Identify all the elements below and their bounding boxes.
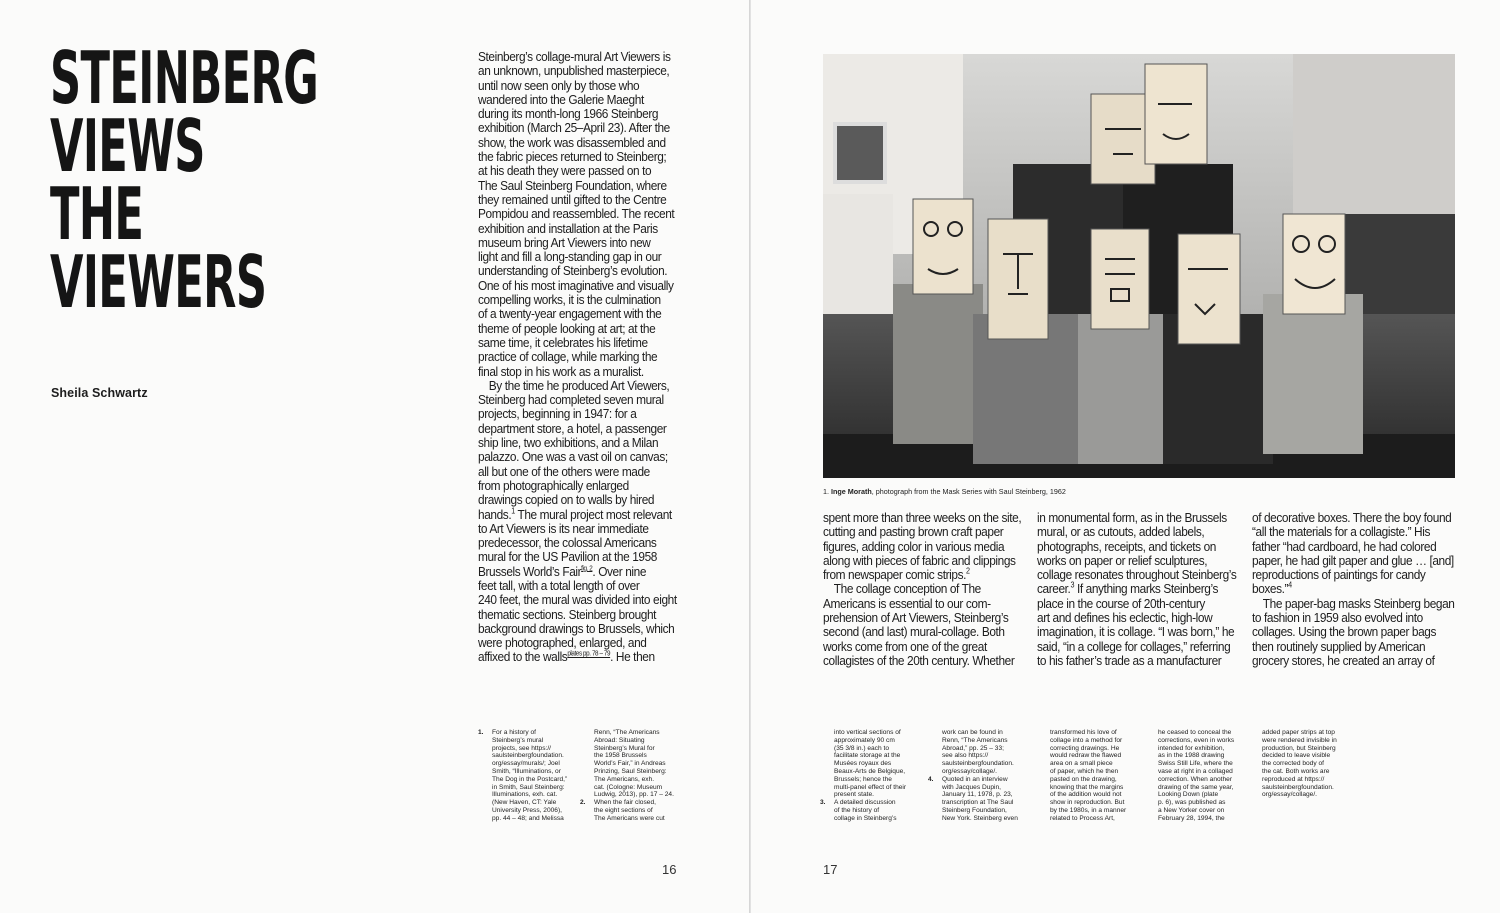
title-line: VIEWERS [50, 240, 267, 324]
text-run: When the fair closed, [594, 799, 656, 807]
text-line: projects, beginning in 1947: for a [478, 406, 637, 422]
body-column-1 [478, 50, 677, 665]
text-line: light and fill a long-standing gap in our [478, 249, 662, 265]
text-line: The paper-bag masks Steinberg began [1262, 595, 1455, 611]
footnote-line: collage into a method for [1050, 736, 1123, 744]
footnote-line: intended for exhibition, [1158, 744, 1225, 752]
footnote-line: of the addition would not [1050, 791, 1122, 799]
footnote-ref-2[interactable]: 2 [966, 566, 970, 576]
text-line [478, 650, 677, 664]
footnote-line: Ludwig, 2013), pp. 17 – 24. [594, 791, 674, 799]
text-run: career. [1037, 581, 1071, 597]
text-run: hands. [478, 506, 512, 522]
footnotes-right-a [820, 729, 906, 823]
text-run: Brussels World’s Fair [478, 563, 582, 579]
text-line: The collage conception of The [833, 581, 981, 597]
footnote-line: decided to leave visible [1262, 752, 1331, 760]
body-column-2 [823, 511, 1021, 668]
footnotes-right-e [1262, 729, 1337, 799]
text-line [823, 568, 1021, 582]
text-line: at his death they were passed on to [478, 163, 652, 179]
footnotes-left-a [478, 729, 567, 823]
footnote-line: collage in Steinberg’s [834, 814, 897, 822]
footnote-line: Steinberg’s mural [492, 736, 544, 744]
text-line: compelling works, it is the culmination [478, 292, 661, 308]
text-line: Americans is essential to our com- [823, 595, 991, 611]
footnote-line: (New Haven, CT: Yale [492, 799, 557, 807]
footnote-line: approximately 90 cm [834, 736, 895, 744]
footnotes-right-b [928, 729, 1018, 823]
footnote-line: January 11, 1978, p. 23, [942, 791, 1013, 799]
footnote-line: see also https:// [942, 752, 989, 760]
footnote-line: Swiss Still Life, where the [1158, 760, 1233, 768]
footnote-line [478, 729, 567, 737]
text-line: prehension of Art Viewers, Steinberg’s [823, 610, 1009, 626]
footnote-line: transformed his love of [1050, 729, 1117, 736]
text-line: along with pieces of fabric and clippings [823, 552, 1016, 568]
text-line: collagistes of the 20th century. Whether [823, 652, 1015, 668]
text-line: then routinely supplied by American [1252, 638, 1426, 654]
text-line: until now seen only by those who [478, 77, 640, 93]
page-number-left: 16 [662, 862, 677, 877]
text-line: were photographed, enlarged, and [478, 635, 647, 651]
text-run: boxes.” [1252, 581, 1289, 597]
photo-caption [823, 487, 1066, 496]
footnote-line: would redraw the flawed [1050, 752, 1122, 760]
footnote-line: into vertical sections of [834, 729, 901, 736]
text-line: to his father’s trade as a manufacturer [1037, 652, 1222, 668]
text-line: figures, adding color in various media [823, 538, 1005, 554]
text-line: mural, or as cutouts, added labels, [1037, 524, 1205, 540]
footnote-line: The Americans, exh. [594, 775, 655, 783]
text-line: paper, he had gilt paper and glue … [and] [1252, 552, 1454, 568]
footnote-line: p. 6), was published as [1158, 799, 1226, 807]
text-line: place in the course of 20th-century [1037, 595, 1205, 611]
caption-number: 1. [823, 487, 829, 496]
footnote-line: transcription at The Saul [942, 799, 1014, 807]
footnote-line: in Smith, Saul Steinberg: [492, 783, 565, 791]
footnote-line: org/essay/collage/. [1262, 791, 1317, 799]
footnote-number: 2. [580, 799, 586, 807]
text-line: from photographically enlarged [478, 477, 629, 493]
footnote-line: he ceased to conceal the [1158, 729, 1232, 736]
text-line: spent more than three weeks on the site, [823, 510, 1022, 525]
footnote-line: org/essay/murals/; Joel [492, 760, 560, 768]
footnote-line: Beaux-Arts de Belgique, [834, 767, 906, 775]
footnote-line [928, 776, 1018, 784]
text-line [1252, 582, 1454, 596]
text-line: The Saul Steinberg Foundation, where [478, 177, 667, 193]
body-column-3 [1037, 511, 1236, 668]
text-run: For a history of [492, 729, 536, 736]
text-line: predecessor, the colossal Americans [478, 535, 657, 551]
text-run: . He then [610, 649, 655, 665]
footnotes-left-b [580, 729, 674, 823]
text-line: palazzo. One was a vast oil on canvas; [478, 449, 668, 465]
text-line [478, 508, 677, 522]
text-line: second (and last) mural-collage. Both [823, 624, 1005, 640]
text-run: affixed to the walls [478, 649, 568, 665]
text-line: One of his most imaginative and visually [478, 277, 674, 293]
footnote-line: saulsteinbergfoundation. [1262, 783, 1334, 791]
footnote-line: Steinberg’s Mural for [594, 744, 655, 752]
text-run: Steinberg’s collage-mural Art Viewers is [478, 49, 671, 64]
footnote-line: by the 1980s, in a manner [1050, 806, 1127, 814]
text-line: exhibition and installation at the Paris [478, 220, 658, 236]
footnote-line: of paper, which he then [1050, 767, 1119, 775]
text-line [478, 565, 677, 579]
footnote-line: of the history of [834, 806, 880, 814]
text-line: museum bring Art Viewers into new [478, 234, 651, 250]
text-line: all but one of the others were made [478, 463, 650, 479]
text-line: cutting and pasting brown craft paper [823, 524, 1004, 540]
mask-series-photograph [823, 54, 1455, 478]
text-line: reproductions of paintings for candy [1252, 567, 1426, 583]
text-line: father “had cardboard, he had colored [1252, 538, 1437, 554]
text-line: to fashion in 1959 also evolved into [1252, 610, 1423, 626]
footnote-line: Prinzing, Saul Steinberg: [594, 767, 667, 775]
footnote-number: 4. [928, 775, 934, 783]
text-line: the fabric pieces returned to Steinberg; [478, 149, 667, 165]
footnote-line: a New Yorker cover on [1158, 806, 1225, 814]
footnote-number: 3. [820, 799, 826, 807]
text-line: they remained until gifted to the Centre [478, 191, 667, 207]
footnote-line: Smith, “Illuminations, or [492, 767, 561, 775]
text-line: collage resonates throughout Steinberg’s [1037, 567, 1237, 583]
text-line: mural for the US Pavilion at the 1958 [478, 549, 657, 565]
footnote-line: University Press, 2006), [492, 806, 562, 814]
text-line: 240 feet, the mural was divided into eight [478, 592, 677, 608]
text-line: of decorative boxes. There the boy found [1252, 510, 1452, 525]
text-line: art and defines his eclectic, high-low [1037, 610, 1213, 626]
footnote-line: area on a small piece [1050, 760, 1113, 768]
footnote-line: reproduced at https:// [1262, 775, 1325, 783]
caption-text: , photograph from the Mask Series with Saul Steinberg, 1962 [871, 487, 1066, 496]
text-line [1037, 582, 1236, 596]
footnote-line: Musées royaux des [834, 760, 892, 768]
footnote-line: org/essay/collage/. [942, 767, 997, 775]
footnotes-right-c [1050, 729, 1126, 823]
text-line [478, 50, 677, 64]
text-line: practice of collage, while marking the [478, 349, 658, 365]
footnote-line: corrections, even in works [1158, 736, 1235, 744]
footnote-line: work can be found in [942, 729, 1003, 736]
caption-credit: Inge Morath [831, 487, 872, 496]
text-line: understanding of Steinberg’s evolution. [478, 263, 668, 279]
footnote-line: related to Process Art, [1050, 814, 1115, 822]
footnote-line: production, but Steinberg [1262, 744, 1336, 752]
text-line: exhibition (March 25–April 23). After the [478, 120, 670, 136]
footnote-line: facilitate storage at the [834, 752, 901, 760]
footnote-line: pasted on the drawing, [1050, 775, 1117, 783]
footnote-ref-4[interactable]: 4 [1288, 581, 1292, 591]
text-line: final stop in his work as a muralist. [478, 363, 644, 379]
footnote-line: The Dog in the Postcard,” [492, 775, 568, 783]
footnote-line: Brussels; hence the [834, 775, 892, 783]
footnote-line: the corrected body of [1262, 760, 1324, 768]
text-line: “all the materials for a collagiste.” His [1252, 524, 1430, 540]
text-line: grocery stores, he created an array of [1252, 652, 1435, 668]
footnote-line: correction. When another [1158, 775, 1233, 783]
footnote-line: cat. (Cologne: Museum [594, 783, 663, 791]
text-run: A detailed discussion [834, 799, 896, 807]
page-number-right: 17 [823, 862, 838, 877]
footnote-line: drawing of the same year, [1158, 783, 1234, 791]
footnote-line: Abroad: Situating [594, 736, 645, 744]
text-line: said, “in a college for collages,” referring [1037, 638, 1231, 654]
footnote-line: show in reproduction. But [1050, 799, 1125, 807]
footnote-line: February 28, 1994, the [1158, 814, 1225, 822]
footnote-line: multi-panel effect of their [834, 783, 907, 791]
footnote-line: (35 3/8 in.) each to [834, 744, 889, 752]
footnote-line: Renn, “The Americans [594, 729, 660, 736]
footnote-line: the cat. Both works are [1262, 767, 1330, 775]
footnote-line: the 1958 Brussels [594, 752, 647, 760]
text-run: If anything marks Steinberg’s [1074, 581, 1219, 597]
text-line: thematic sections. Steinberg brought [478, 606, 657, 622]
footnote-line: saulsteinbergfoundation. [942, 760, 1014, 768]
text-line: department store, a hotel, a passenger [478, 420, 667, 436]
text-line: works come from one of the great [823, 638, 987, 654]
text-line: drawings copied on to walls by hired [478, 492, 655, 508]
text-line: Steinberg had completed seven mural [478, 392, 664, 408]
figure-ref[interactable]: fig. 2 [581, 565, 593, 573]
footnote-line: as in the 1988 drawing [1158, 752, 1225, 760]
text-line: of a twenty-year engagement with the [478, 306, 662, 322]
footnote-line: the eight sections of [594, 806, 653, 814]
text-line: theme of people looking at art; at the [478, 320, 656, 336]
footnote-line [580, 799, 674, 807]
footnote-line: pp. 44 – 48; and Melissa [492, 814, 564, 822]
footnote-line: added paper strips at top [1262, 729, 1335, 736]
footnote-line [820, 799, 906, 807]
footnote-ref-1[interactable]: 1 [511, 506, 515, 516]
text-line: an unknown, unpublished masterpiece, [478, 63, 670, 79]
footnote-line: knowing that the margins [1050, 783, 1124, 791]
footnote-line: vase at right in a collaged [1158, 767, 1233, 775]
footnote-line: Illuminations, exh. cat. [492, 791, 558, 799]
text-line: Pompidou and reassembled. The recent [478, 206, 675, 222]
left-page [0, 0, 749, 913]
footnote-line: correcting drawings. He [1050, 744, 1120, 752]
footnotes-right-d [1158, 729, 1234, 823]
footnote-number: 1. [478, 729, 484, 736]
text-line: background drawings to Brussels, which [478, 620, 675, 636]
text-line: ship line, two exhibitions, and a Milan [478, 435, 659, 451]
footnote-line: Looking Down (plate [1158, 791, 1219, 799]
footnote-line: with Jacques Dupin, [942, 783, 1002, 791]
body-column-4 [1252, 511, 1454, 668]
text-line: same time, it celebrates his lifetime [478, 334, 648, 350]
plates-ref[interactable]: plates pp. 78 – 79 [567, 651, 611, 659]
text-line: show, the work was disassembled and [478, 134, 666, 150]
text-run: The mural project most relevant [514, 506, 672, 522]
footnote-line: saulsteinbergfoundation. [492, 752, 564, 760]
text-line: photographs, receipts, and tickets on [1037, 538, 1217, 554]
title-line: THE [50, 172, 144, 256]
text-line: wandered into the Galerie Maeght [478, 91, 644, 107]
text-line: works on paper or relief sculptures, [1037, 552, 1208, 568]
text-line: feet tall, with a total length of over [478, 577, 640, 593]
footnote-line: projects, see https:// [492, 744, 552, 752]
footnote-line: Renn, “The Americans [942, 736, 1008, 744]
text-line: imagination, it is collage. “I was born,” he [1037, 624, 1235, 640]
title-line: VIEWS [50, 104, 205, 188]
photo-illustration [823, 54, 1455, 478]
author-byline: Sheila Schwartz [51, 386, 148, 400]
footnote-line: present state. [834, 791, 874, 799]
footnote-ref-3[interactable]: 3 [1070, 581, 1075, 591]
title-line: STEINBERG [50, 36, 319, 120]
footnote-line: World’s Fair,” in Andreas [594, 760, 666, 768]
text-run: . Over nine [592, 563, 647, 579]
text-line: collages. Using the brown paper bags [1252, 624, 1437, 640]
footnote-line: Steinberg Foundation, [942, 806, 1007, 814]
footnote-line: Abroad,” pp. 25 – 33; [942, 744, 1004, 752]
text-line: during its month-long 1966 Steinberg [478, 106, 659, 122]
text-run: from newspaper comic strips. [823, 567, 967, 583]
article-title [50, 36, 319, 324]
text-line: By the time he produced Art Viewers, [488, 377, 670, 393]
text-line: to Art Viewers is its near immediate [478, 520, 649, 536]
text-run: Quoted in an interview [942, 775, 1008, 783]
footnote-line: The Americans were cut [594, 814, 665, 822]
footnote-line: were rendered invisible in [1262, 736, 1337, 744]
text-line: in monumental form, as in the Brussels [1037, 510, 1227, 525]
footnote-line: New York. Steinberg even [942, 814, 1018, 822]
